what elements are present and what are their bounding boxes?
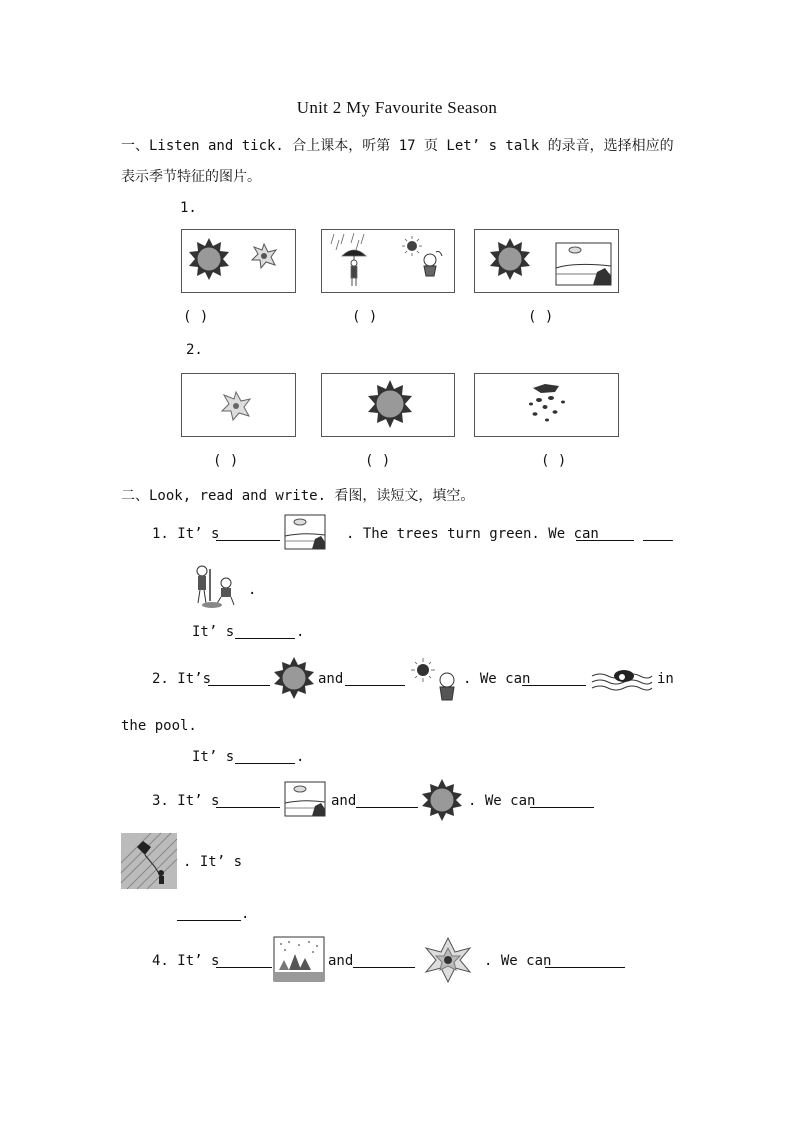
planting-trees-icon [190,563,242,609]
p2-q2-text-c: It’ s [192,749,235,765]
hot-sun-girl-icon [402,236,442,276]
q2-answer-c[interactable]: ( ) [541,453,567,469]
p2-q1-blank-2[interactable] [576,526,634,541]
sun-icon [368,380,412,428]
p2-q2-text-b: . We can [463,671,531,687]
p2-q2-line2: the pool. [121,718,197,734]
spring-landscape-icon [556,243,611,285]
q1-answer-c[interactable]: ( ) [528,309,554,325]
p2-q3-text-d: . [241,906,250,922]
q2-option-c-box[interactable] [474,373,619,437]
p2-q4-blank-3[interactable] [545,953,625,968]
part1-instruction-line1: 一、Listen and tick. 合上课本，听第 17 页 Let’ s talk 的录音，选择相应的 [121,138,674,154]
p2-q3-blank-1[interactable] [216,793,280,808]
sun-icon [272,656,316,700]
q1-answer-a[interactable]: ( ) [183,309,209,325]
kite-icon [121,833,177,889]
p2-q3-text-c: . It’ s [183,854,243,870]
p2-q2-blank-2[interactable] [345,671,405,686]
snow-picture [182,374,294,436]
snowflake-icon [252,244,276,268]
sun-snow-picture [182,230,294,292]
p2-q2-text-d: . [296,749,305,765]
part1-instruction-line2: 表示季节特征的图片。 [121,169,261,185]
p2-q1-blank-4[interactable] [235,624,295,639]
leaves-picture [475,374,617,436]
p2-q3-blank-4[interactable] [177,906,241,921]
snowflake-icon [414,934,482,986]
q1-option-a-box[interactable] [181,229,296,293]
p2-q3-text-b: . We can [468,793,536,809]
p2-q4-and: and [328,953,354,969]
q2-answer-b[interactable]: ( ) [365,453,391,469]
q1-label: 1. [180,200,197,216]
q2-option-a-box[interactable] [181,373,296,437]
p2-q2-text-a: 2. It’s [152,671,212,687]
q2-option-b-box[interactable] [321,373,455,437]
spring-landscape-icon [284,781,326,817]
hot-sun-girl-icon [407,654,461,704]
sun-spring-picture [475,230,617,292]
sun-picture [322,374,453,436]
p2-q1-text-b: . The trees turn green. We can [346,526,599,542]
p2-q2-in: in [657,671,674,687]
p2-q4-text-a: 4. It’ s [152,953,220,969]
p2-q1-text-d: . [296,624,305,640]
rain-hot-picture [322,230,453,292]
q2-answer-a[interactable]: ( ) [213,453,239,469]
q1-answer-b[interactable]: ( ) [352,309,378,325]
swimming-icon [590,664,654,694]
p2-q2-blank-1[interactable] [208,671,270,686]
p2-q2-blank-4[interactable] [235,749,295,764]
p2-q3-text-a: 3. It’ s [152,793,220,809]
p2-q3-blank-3[interactable] [530,793,594,808]
p2-q4-text-b: . We can [484,953,552,969]
p2-q1-text-c: It’ s [192,624,235,640]
p2-q3-and: and [331,793,357,809]
p2-q1-blank-3[interactable] [643,526,673,541]
p2-q1-text-a: 1. It’ s [152,526,220,542]
q1-option-c-box[interactable] [474,229,619,293]
q2-label: 2. [186,342,203,358]
snowflake-icon [222,392,250,420]
p2-q2-blank-3[interactable] [522,671,586,686]
sun-icon [189,238,229,280]
winter-trees-icon [273,936,325,982]
sun-icon [490,238,530,280]
p2-q4-blank-1[interactable] [216,953,272,968]
p2-q4-blank-2[interactable] [353,953,415,968]
p2-q1-dot: . [248,582,257,598]
rain-umbrella-icon [331,233,366,286]
p2-q2-and-1: and [318,671,344,687]
spring-landscape-icon [284,514,326,550]
part2-instruction: 二、Look, read and write. 看图，读短文，填空。 [121,488,475,504]
sun-icon [420,778,464,822]
p2-q3-blank-2[interactable] [356,793,418,808]
p2-q1-blank-1[interactable] [216,526,280,541]
falling-leaves-icon [529,384,565,422]
page-title: Unit 2 My Favourite Season [296,98,498,117]
q1-option-b-box[interactable] [321,229,455,293]
